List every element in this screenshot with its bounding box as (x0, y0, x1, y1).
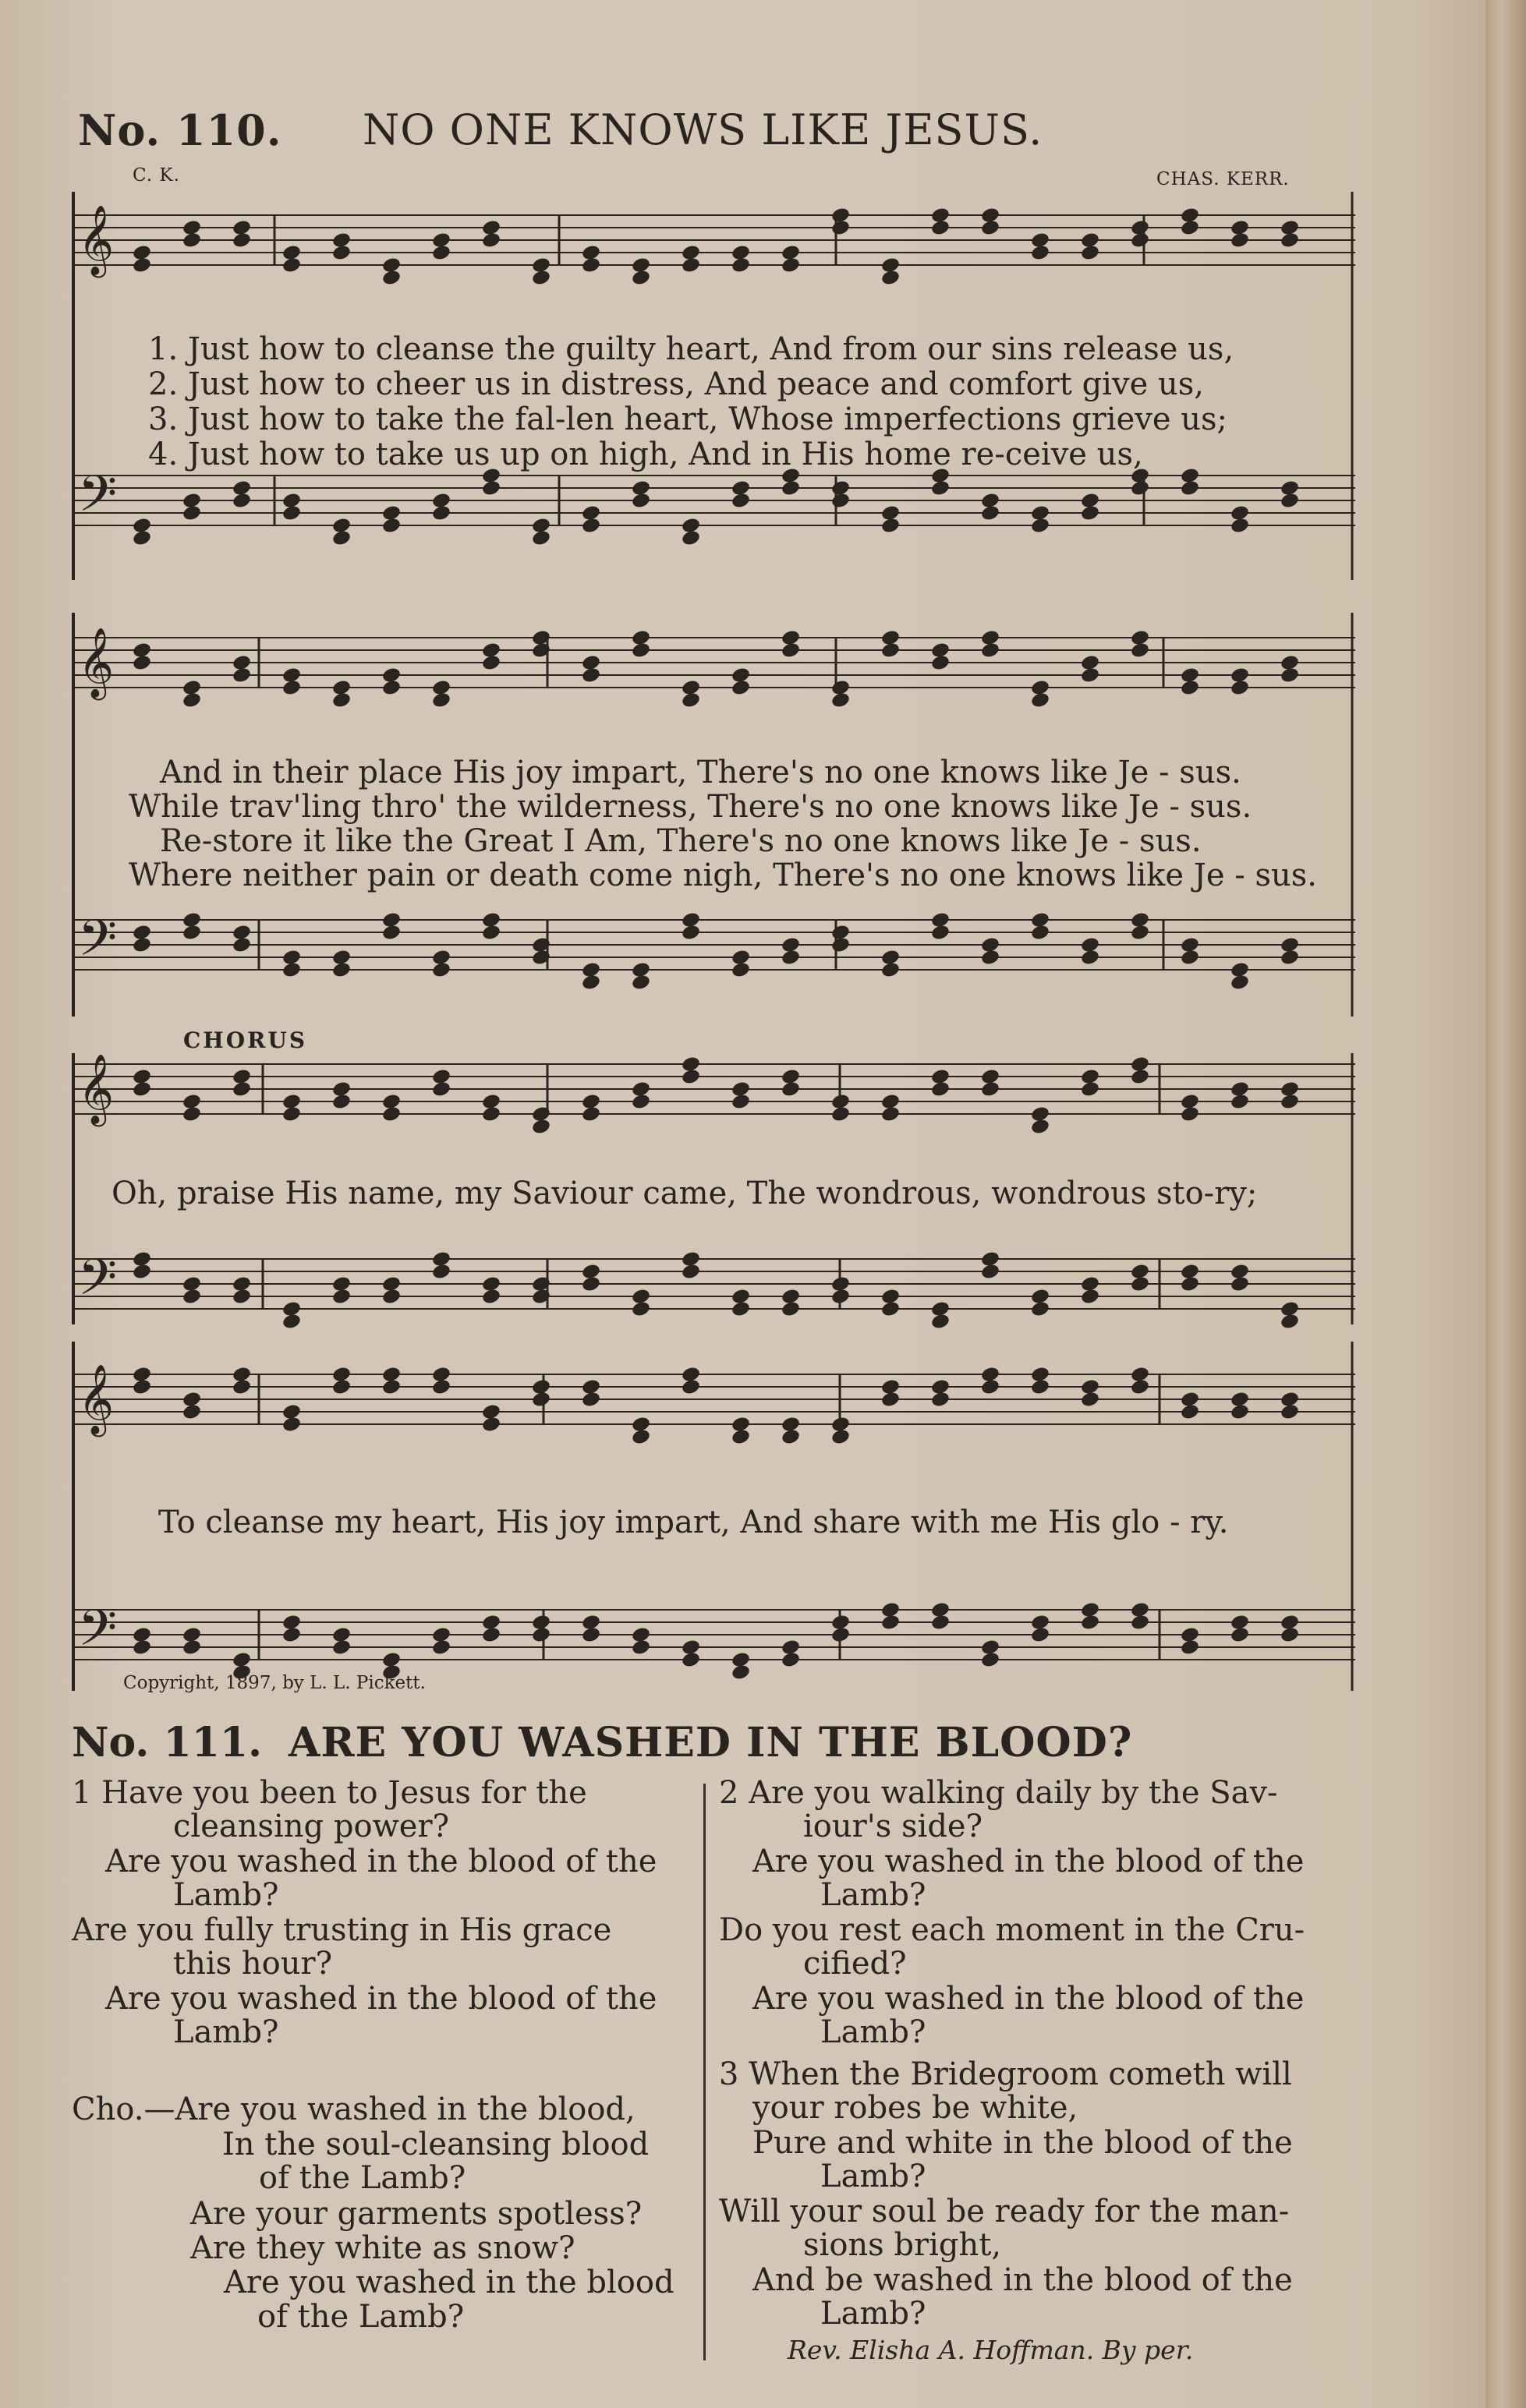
left-line: Cho.—Are you washed in the blood, (72, 2092, 636, 2127)
note-head (1230, 1403, 1250, 1421)
bass-staff (72, 1601, 1355, 1681)
left-line: Are you washed in the blood (224, 2265, 674, 2300)
note-head (531, 269, 551, 287)
note-head (930, 654, 951, 672)
verse-1-line-b: And in their place His joy impart, There's no one knows like Je - sus. (160, 755, 1241, 790)
note-head (980, 642, 1000, 659)
note-head (631, 1300, 651, 1318)
note-head (531, 1626, 551, 1644)
note-head (381, 1378, 402, 1396)
note-head (531, 1118, 551, 1136)
note-head (1080, 949, 1100, 967)
note-head (232, 232, 252, 249)
song-110-number: No. 110. (78, 105, 282, 155)
note-head (1180, 219, 1200, 237)
note-head (781, 1300, 801, 1318)
note-head (431, 961, 451, 979)
note-head (1080, 504, 1100, 522)
left-line: Are they white as snow? (190, 2230, 575, 2266)
note-head (880, 1300, 901, 1318)
note-head (980, 1263, 1000, 1281)
right-line: And be washed in the blood of the (752, 2262, 1293, 2298)
note-head (481, 1105, 501, 1123)
note-head (1130, 1614, 1150, 1632)
left-line: of the Lamb? (259, 2160, 466, 2196)
note-head (930, 924, 951, 942)
left-line: of the Lamb? (257, 2299, 465, 2335)
bass-staff (72, 467, 1355, 547)
right-line: Will your soul be ready for the man- (719, 2194, 1290, 2229)
note-head (331, 961, 352, 979)
note-head (830, 1626, 851, 1644)
note-head (581, 1626, 601, 1644)
right-line: Pure and white in the blood of the (752, 2125, 1293, 2161)
note-head (980, 1378, 1000, 1396)
treble-clef-icon: 𝄞 (78, 628, 115, 698)
chorus-line-1: Oh, praise His name, my Saviour came, The wondrous, wondrous sto-ry; (112, 1176, 1258, 1211)
note-head (481, 1626, 501, 1644)
left-line: Lamb? (173, 1877, 279, 1913)
bass-clef-icon: 𝄢 (78, 1600, 118, 1670)
note-head (781, 479, 801, 497)
note-head (132, 654, 152, 672)
right-line: Lamb? (820, 2159, 926, 2194)
note-head (1230, 1275, 1250, 1293)
note-head (381, 1288, 402, 1306)
note-head (880, 517, 901, 535)
note-head (1030, 691, 1050, 709)
note-head (731, 1428, 751, 1446)
note-head (781, 1428, 801, 1446)
note-head (1230, 974, 1250, 992)
note-head (930, 1614, 951, 1632)
note-head (1130, 479, 1150, 497)
hymn-left-column (72, 1776, 696, 2353)
verse-4-line-a: 4. Just how to take us up on high, And in His home re-ceive us, (148, 437, 1143, 472)
note-head (731, 492, 751, 510)
note-head (481, 1416, 501, 1434)
chorus-label: CHORUS (183, 1027, 308, 1053)
right-line: cified? (803, 1946, 907, 1982)
treble-clef-icon: 𝄞 (78, 1364, 115, 1434)
note-head (281, 1416, 302, 1434)
note-head (681, 1378, 701, 1396)
composer-name: CHAS. KERR. (1156, 169, 1290, 189)
note-head (1280, 1313, 1300, 1329)
right-line: 2 Are you walking daily by the Sav- (719, 1775, 1278, 1811)
note-head (581, 256, 601, 274)
lyricist-initials: C. K. (133, 165, 180, 186)
note-head (481, 654, 501, 672)
song-110-title: NO ONE KNOWS LIKE JESUS. (363, 105, 1043, 154)
verse-3-line-b: Re-store it like the Great I Am, There's no one knows like Je - sus. (160, 823, 1202, 859)
treble-staff (72, 1366, 1355, 1446)
note-head (880, 1105, 901, 1123)
note-head (381, 1105, 402, 1123)
note-head (531, 529, 551, 547)
note-head (381, 924, 402, 942)
note-head (880, 642, 901, 659)
note-head (781, 1651, 801, 1669)
note-head (1180, 679, 1200, 697)
note-head (731, 256, 751, 274)
note-head (880, 269, 901, 287)
note-head (581, 1275, 601, 1293)
right-line: Lamb? (820, 1877, 926, 1913)
note-head (381, 269, 402, 287)
right-line: Lamb? (820, 2014, 926, 2050)
note-head (1080, 1080, 1100, 1098)
note-head (1080, 1614, 1100, 1632)
bass-staff (72, 1250, 1355, 1329)
note-head (1280, 232, 1300, 249)
song-111-title: ARE YOU WASHED IN THE BLOOD? (289, 1719, 1133, 1766)
note-head (1130, 1275, 1150, 1293)
note-head (631, 642, 651, 659)
note-head (1180, 1275, 1200, 1293)
bass-clef-icon: 𝄢 (78, 1249, 118, 1319)
note-head (980, 1651, 1000, 1669)
note-head (1030, 244, 1050, 262)
song-111-number: No. 111. (72, 1719, 263, 1766)
note-head (1180, 1105, 1200, 1123)
right-line: iour's side? (803, 1809, 983, 1844)
note-head (631, 269, 651, 287)
note-head (930, 479, 951, 497)
note-head (681, 1651, 701, 1669)
note-head (182, 1288, 202, 1306)
right-line: Do you rest each moment in the Cru- (719, 1912, 1305, 1948)
note-head (431, 244, 451, 262)
note-head (830, 1105, 851, 1123)
bass-clef-icon: 𝄢 (78, 465, 118, 536)
note-head (331, 1378, 352, 1396)
note-head (1030, 1300, 1050, 1318)
right-line: your robes be white, (752, 2090, 1078, 2126)
right-line: Are you washed in the blood of the (752, 1844, 1305, 1879)
note-head (781, 642, 801, 659)
left-line: Are you fully trusting in His grace (72, 1912, 612, 1948)
note-head (880, 1391, 901, 1409)
note-head (481, 232, 501, 249)
note-head (980, 949, 1000, 967)
note-head (281, 504, 302, 522)
note-head (1280, 667, 1300, 684)
left-line: Are your garments spotless? (190, 2196, 643, 2232)
note-head (1030, 924, 1050, 942)
note-head (1130, 1068, 1150, 1086)
note-head (331, 1093, 352, 1111)
left-line: Are you washed in the blood of the (105, 1981, 657, 2017)
note-head (731, 1664, 751, 1681)
note-head (1180, 1403, 1200, 1421)
left-line: In the soul-cleansing blood (222, 2127, 650, 2162)
note-head (980, 219, 1000, 237)
note-head (781, 256, 801, 274)
note-head (132, 936, 152, 954)
note-head (681, 924, 701, 942)
note-head (581, 974, 601, 992)
note-head (1230, 1093, 1250, 1111)
note-head (681, 691, 701, 709)
note-head (681, 1068, 701, 1086)
note-head (281, 1626, 302, 1644)
note-head (1130, 232, 1150, 249)
note-head (880, 961, 901, 979)
left-line: cleansing power? (173, 1809, 450, 1844)
note-head (1130, 1378, 1150, 1396)
copyright-notice: Copyright, 1897, by L. L. Pickett. (123, 1673, 426, 1693)
note-head (331, 244, 352, 262)
note-head (132, 1378, 152, 1396)
note-head (1030, 1378, 1050, 1396)
column-divider (703, 1784, 706, 2360)
note-head (232, 1378, 252, 1396)
note-head (830, 492, 851, 510)
note-head (431, 1378, 451, 1396)
note-head (431, 1263, 451, 1281)
note-head (581, 517, 601, 535)
note-head (1280, 1626, 1300, 1644)
page-edge (1485, 0, 1526, 2408)
right-line: Are you washed in the blood of the (752, 1981, 1305, 2017)
treble-clef-icon: 𝄞 (78, 1054, 115, 1124)
note-head (232, 667, 252, 684)
note-head (681, 1263, 701, 1281)
note-head (980, 1080, 1000, 1098)
note-head (1280, 492, 1300, 510)
note-head (481, 924, 501, 942)
note-head (581, 1391, 601, 1409)
note-head (232, 492, 252, 510)
note-head (1280, 949, 1300, 967)
note-head (1230, 517, 1250, 535)
note-head (381, 517, 402, 535)
note-head (132, 529, 152, 547)
note-head (980, 504, 1000, 522)
note-head (731, 679, 751, 697)
note-head (431, 1080, 451, 1098)
note-head (1230, 1626, 1250, 1644)
left-line: Lamb? (173, 2014, 279, 2050)
note-head (681, 529, 701, 547)
note-head (880, 1614, 901, 1632)
treble-staff (72, 207, 1355, 287)
note-head (1280, 1093, 1300, 1111)
note-head (281, 1313, 302, 1329)
right-line: 3 When the Bridegroom cometh will (719, 2056, 1292, 2092)
note-head (331, 1639, 352, 1657)
note-head (481, 479, 501, 497)
note-head (431, 504, 451, 522)
note-head (132, 1639, 152, 1657)
note-head (581, 667, 601, 684)
note-head (781, 949, 801, 967)
note-head (182, 691, 202, 709)
verse-2-line-b: While trav'ling thro' the wilderness, There's no one knows like Je - sus. (129, 789, 1252, 825)
bass-clef-icon: 𝄢 (78, 910, 118, 980)
note-head (1230, 679, 1250, 697)
note-head (182, 1639, 202, 1657)
note-head (281, 256, 302, 274)
note-head (681, 256, 701, 274)
note-head (631, 492, 651, 510)
note-head (1180, 479, 1200, 497)
note-head (182, 924, 202, 942)
bass-staff (72, 911, 1355, 992)
note-head (1280, 1403, 1300, 1421)
treble-staff (72, 1055, 1355, 1136)
note-head (1130, 924, 1150, 942)
verse-2-line-a: 2. Just how to cheer us in distress, And peace and comfort give us, (148, 366, 1204, 402)
note-head (132, 1263, 152, 1281)
note-head (781, 1080, 801, 1098)
left-line: 1 Have you been to Jesus for the (72, 1775, 587, 1811)
note-head (182, 1105, 202, 1123)
note-head (331, 529, 352, 547)
note-head (182, 1403, 202, 1421)
verse-3-line-a: 3. Just how to take the fal-len heart, Whose imperfections grieve us; (148, 401, 1228, 437)
note-head (1030, 1626, 1050, 1644)
note-head (232, 1080, 252, 1098)
note-head (1030, 1118, 1050, 1136)
note-head (631, 1639, 651, 1657)
note-head (431, 1639, 451, 1657)
note-head (1030, 517, 1050, 535)
note-head (1130, 642, 1150, 659)
note-head (930, 219, 951, 237)
note-head (1080, 244, 1100, 262)
note-head (930, 1391, 951, 1409)
note-head (182, 504, 202, 522)
note-head (1080, 1391, 1100, 1409)
chorus-line-2: To cleanse my heart, His joy impart, And share with me His glo - ry. (158, 1505, 1229, 1540)
note-head (281, 961, 302, 979)
note-head (281, 679, 302, 697)
note-head (631, 1428, 651, 1446)
note-head (132, 256, 152, 274)
note-head (1080, 1288, 1100, 1306)
hymn-right-column (719, 1776, 1358, 2337)
note-head (1180, 949, 1200, 967)
treble-staff (72, 629, 1355, 709)
right-line: sions bright, (803, 2227, 1002, 2263)
hymn-credit: Rev. Elisha A. Hoffman. By per. (788, 2335, 1194, 2365)
note-head (531, 1391, 551, 1409)
verse-4-line-b: Where neither pain or death come nigh, There's no one knows like Je - sus. (129, 857, 1317, 893)
note-head (331, 1288, 352, 1306)
note-head (431, 691, 451, 709)
note-head (731, 1300, 751, 1318)
left-line: Are you washed in the blood of the (105, 1844, 657, 1879)
note-head (731, 961, 751, 979)
treble-clef-icon: 𝄞 (78, 205, 115, 275)
note-head (830, 936, 851, 954)
note-head (281, 1105, 302, 1123)
note-head (830, 219, 851, 237)
note-head (1080, 667, 1100, 684)
note-head (631, 974, 651, 992)
left-line: this hour? (173, 1946, 333, 1982)
note-head (232, 936, 252, 954)
note-head (731, 1093, 751, 1111)
right-line: Lamb? (820, 2296, 926, 2332)
note-head (1180, 1639, 1200, 1657)
verse-1-line-a: 1. Just how to cleanse the guilty heart, And from our sins release us, (148, 331, 1234, 367)
note-head (830, 691, 851, 709)
note-head (1230, 232, 1250, 249)
note-head (930, 1313, 951, 1329)
note-head (331, 691, 352, 709)
note-head (930, 1080, 951, 1098)
note-head (581, 1105, 601, 1123)
note-head (631, 1093, 651, 1111)
note-head (481, 1288, 501, 1306)
note-head (182, 232, 202, 249)
note-head (830, 1428, 851, 1446)
note-head (232, 1288, 252, 1306)
note-head (132, 1080, 152, 1098)
note-head (830, 1288, 851, 1306)
note-head (381, 679, 402, 697)
